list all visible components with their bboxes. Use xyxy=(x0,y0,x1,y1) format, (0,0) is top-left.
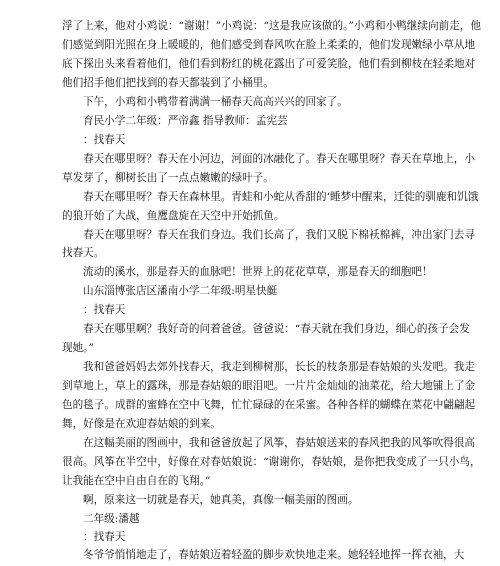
text-line: 流动的溪水，那是春天的血脉吧！世界上的花花草草，那是春天的细胞吧！ xyxy=(83,266,433,278)
author-line: 育民小学二年级：严帝鑫 指导教师：孟宪芸 xyxy=(83,115,288,127)
text-line: 让我能在空中自由自在的飞翔。” xyxy=(62,475,211,487)
text-line: 色的毯子。成群的蜜蜂在空中飞舞，忙忙碌碌的在采蜜。各种各样的蝴蝶在菜花中翩翩起 xyxy=(62,399,476,411)
text-line: 在这幅美丽的图画中，我和爸爸放起了风筝，春姑娘送来的春风把我的风筝吹得很高 xyxy=(83,437,475,449)
text-line: 的狼开始了大战，鱼鹰盘旋在天空中开始抓鱼。 xyxy=(62,210,285,222)
text-line: 我和爸爸妈妈去郊外找春天，我走到柳树那，长长的枝条那是春姑娘的头发吧。我走 xyxy=(83,361,475,373)
text-line: 底下探出头来看着他们，他们看到粉红的桃花露出了可爱笑脸，他们看到柳枝在轻柔地对 xyxy=(62,58,476,70)
text-line: 们感觉到阳光照在身上暖暖的，他们感受到春风吹在脸上柔柔的，他们发现嫩绿小草从地 xyxy=(62,39,476,51)
text-line: 很高。风筝在半空中，好像在对春姑娘说：“谢谢你，春姑娘，是你把我变成了一只小鸟， xyxy=(62,456,481,468)
section-heading: ：找春天 xyxy=(83,134,126,146)
text-line: 春天在哪里呀？春天在小河边，河面的冰融化了。春天在哪里呀？春天在草地上，小 xyxy=(83,153,475,165)
text-line: 现她。” xyxy=(62,342,94,354)
text-line: 春天在哪里呀？春天在我们身边。我们长高了，我们又脱下棉袄棉裤，冲出家门去寻 xyxy=(83,229,475,241)
author-line: 二年级:潘越 xyxy=(83,513,140,525)
section-heading: ：找春天 xyxy=(83,531,126,543)
text-line: 啊，原来这一切就是春天，她真美，真像一幅美丽的图画。 xyxy=(83,494,359,506)
text-line: 舞，好像是在欢迎春姑娘的到来。 xyxy=(62,418,221,430)
section-heading: ：找春天 xyxy=(83,304,126,316)
text-line: 找春天。 xyxy=(62,247,105,259)
text-line: 春天在哪里呀？春天在森林里。青蛙和小蛇从香甜的‘睡梦中醒来，迁徙的驯鹿和饥饿 xyxy=(83,191,479,203)
text-line: 草发芽了，柳树长出了一点点嫩嫩的绿叶子。 xyxy=(62,172,274,184)
text-line: 到草地上，草上的露珠，那是春姑娘的眼泪吧。一片片金灿灿的油菜花，给大地铺上了金 xyxy=(62,380,476,392)
text-line: 冬爷爷悄悄地走了，春姑娘迈着轻盈的脚步欢快地走来。她轻轻地挥一挥衣袖，大 xyxy=(83,549,465,561)
author-line: 山东淄博张店区潘南小学二年级:明星快艇 xyxy=(83,285,278,297)
text-line: 春天在哪里啊？我好奇的问着爸爸。爸爸说：“春天就在我们身边，细心的孩子会发 xyxy=(83,323,470,335)
text-line: 浮了上来，他对小鸡说：“谢谢！”小鸡说：“这是我应该做的。”小鸡和小鸭继续向前走，他 xyxy=(62,20,481,32)
text-line: 他们招手他们把找到的春天都装到了小桶里。 xyxy=(62,77,274,89)
text-line: 下午，小鸡和小鸭带着满满一桶春天高高兴兴的回家了。 xyxy=(83,96,348,108)
